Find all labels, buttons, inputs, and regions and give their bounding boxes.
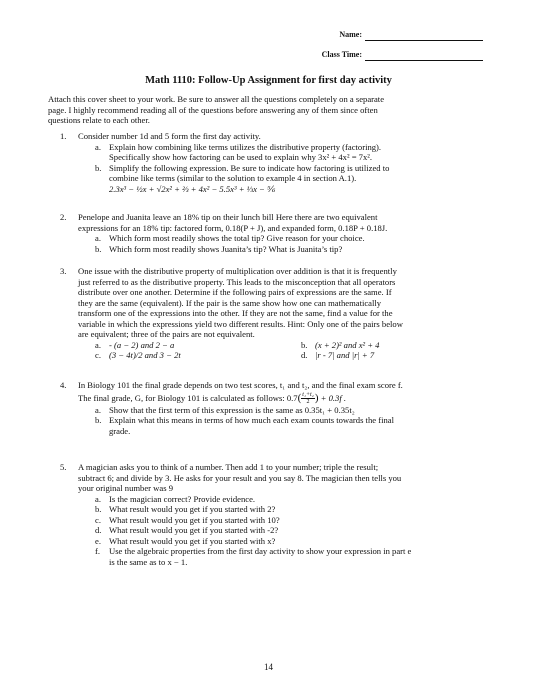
subquestion-letter: a. <box>95 141 101 152</box>
class-time-field <box>300 50 490 61</box>
subquestion-text: combine like terms (similar to the solution to example 4 in section A.1). <box>109 173 357 183</box>
subquestion-2a <box>95 233 488 244</box>
question-text: just referred to as the distributive property. This leads to the misconception that all operators <box>78 276 396 287</box>
pair-letter: b. <box>301 339 308 350</box>
question-number: 4. <box>60 380 67 390</box>
question-3 <box>48 266 488 361</box>
question-text: your original number was 9 <box>78 483 173 493</box>
subquestion-text: grade. <box>109 425 131 436</box>
subquestion-5e <box>95 536 488 547</box>
fraction-denominator: 2 <box>306 399 310 406</box>
pair-expression: (x + 2)² and x² + 4 <box>315 339 380 350</box>
subquestion-text: Which form most readily shows Juanita’s tip? What is Juanita’s tip? <box>109 243 343 254</box>
subquestion-5b <box>95 504 488 515</box>
subquestion-4a <box>95 405 488 416</box>
subquestion-text: is the same as to x − 1. <box>109 556 188 567</box>
question-text: In Biology 101 the final grade depends on two test scores, t₁ and t₂, and the final exam score f. <box>78 380 403 390</box>
question-number: 3. <box>60 266 67 276</box>
formula-text: + 0.3f . <box>318 392 347 403</box>
intro-line: page. I highly recommend reading all of the questions before answering any of them since often <box>48 104 378 115</box>
subquestion-text: Is the magician correct? Provide evidence. <box>109 493 256 504</box>
question-text: variable in which the expressions yield two different results. Hint: Only one of the pairs below <box>78 318 403 329</box>
question-2 <box>48 212 488 254</box>
subquestion-text: What result would you get if you started with 2? <box>109 504 276 514</box>
subquestion-letter: a. <box>95 493 101 504</box>
question-text: are equivalent; three of the pairs are not equivalent. <box>78 329 255 339</box>
question-text: transform one of the expressions into the other. If they are not the same, find a value for the <box>78 308 393 318</box>
subquestion-letter: a. <box>95 404 101 415</box>
subquestion-letter: c. <box>95 514 101 525</box>
subquestion-letter: e. <box>95 535 101 546</box>
name-label: Name: <box>339 30 362 39</box>
page-number: 14 <box>264 662 273 672</box>
intro-paragraph <box>48 94 480 126</box>
question-1 <box>48 131 488 194</box>
grade-formula-line: The final grade, G, for Biology 101 is calculated as follows: 0.7( $\frac{\text{t₁+t₂}}{2}$ ) + 0.3f . <box>78 391 347 406</box>
subquestion-letter: f. <box>95 546 101 556</box>
intro-line: Attach this cover sheet to your work. Be sure to answer all the questions completely on a separate <box>48 94 385 104</box>
subquestion-5c <box>95 515 488 526</box>
subquestion-text: Explain what this means in terms of how much each exam counts towards the final <box>109 415 394 425</box>
subquestion-5a <box>95 494 488 505</box>
question-text: Penelope and Juanita leave an 18% tip on their lunch bill Here there are two equivalent <box>78 212 378 222</box>
expression: 2.3x³ − ½x + √2x² + ⅔ + 4x² − 5.5x³ + ⅓x − ⅚ <box>109 183 276 194</box>
question-number: 1. <box>60 131 67 141</box>
question-number: 5. <box>60 462 67 472</box>
question-text: subtract 6; and divide by 3. He asks for your result and you say 8. The magician then tells you <box>78 472 402 483</box>
question-text: they are the same (equivalent). If the pair is the same show how one can mathematically <box>78 297 382 308</box>
subquestion-text: Show that the first term of this expression is the same as 0.35t₁ + 0.35t₂ <box>109 404 355 415</box>
subquestion-letter: b. <box>95 162 102 173</box>
fraction <box>301 392 315 405</box>
fraction-numerator: t₁+t₂ <box>302 392 314 399</box>
pair-letter: d. <box>301 350 308 360</box>
class-time-label: Class Time: <box>321 50 362 59</box>
page-title: Math 1110: Follow-Up Assignment for first day activity <box>145 75 392 86</box>
subquestion-4b <box>95 415 488 436</box>
subquestion-2b <box>95 244 488 255</box>
question-text: One issue with the distributive property of multiplication over addition is that it is frequently <box>78 266 397 276</box>
question-stem: Consider number 1d and 5 form the first day activity. <box>78 131 261 141</box>
question-text: expressions for an 18% tip: factored form, 0.18(P + J), and expanded form, 0.18P + 0.18J. <box>78 222 388 233</box>
expression-pairs-row <box>95 340 488 351</box>
pair-expression: |r - 7| and |r| + 7 <box>315 350 375 360</box>
intro-line: questions relate to each other. <box>48 115 150 125</box>
subquestion-5d <box>95 525 488 536</box>
subquestion-text: Which form most readily shows the total tip? Give reason for your choice. <box>109 233 365 243</box>
question-4 <box>48 380 488 436</box>
expression-pairs-row <box>95 350 488 361</box>
pair-expression: (3 − 4t)/2 and 3 − 2t <box>109 350 181 360</box>
class-time-blank <box>365 52 483 61</box>
question-text: distribute over one another. Determine if the following pairs of expressions are the same. If <box>78 287 392 297</box>
subquestion-text: Specifically show how factoring can be used to explain why 3x² + 4x² = 7x². <box>109 152 373 162</box>
subquestion-letter: b. <box>95 415 102 425</box>
question-text: A magician asks you to think of a number. Then add 1 to your number; triple the result; <box>78 462 379 472</box>
subquestion-text: What result would you get if you started with -2? <box>109 525 279 535</box>
subquestion-letter: d. <box>95 525 102 535</box>
pair-letter: c. <box>95 350 101 360</box>
subquestion-text: What result would you get if you started with 10? <box>109 514 280 525</box>
formula-text: The final grade, G, for Biology 101 is calculated as follows: 0.7 <box>78 392 298 403</box>
subquestion-letter: b. <box>95 243 102 254</box>
subquestion-text: Explain how combining like terms utilizes the distributive property (factoring). <box>109 141 382 152</box>
subquestion-text: Simplify the following expression. Be sure to indicate how factoring is utilized to <box>109 162 390 173</box>
pair-letter: a. <box>95 339 101 350</box>
subquestion-5f <box>95 546 488 567</box>
subquestion-text: Use the algebraic properties from the first day activity to show your expression in part e <box>109 546 412 556</box>
question-5 <box>48 462 488 567</box>
name-blank <box>365 32 483 41</box>
question-number: 2. <box>60 212 67 222</box>
subquestion-letter: a. <box>95 233 101 243</box>
subquestion-1b <box>95 163 488 195</box>
subquestion-letter: b. <box>95 504 102 514</box>
pair-expression: - (a − 2) and 2 − a <box>109 339 175 350</box>
subquestion-text: What result would you get if you started with x? <box>109 535 276 546</box>
subquestion-1a <box>95 142 488 163</box>
name-field <box>300 30 490 41</box>
